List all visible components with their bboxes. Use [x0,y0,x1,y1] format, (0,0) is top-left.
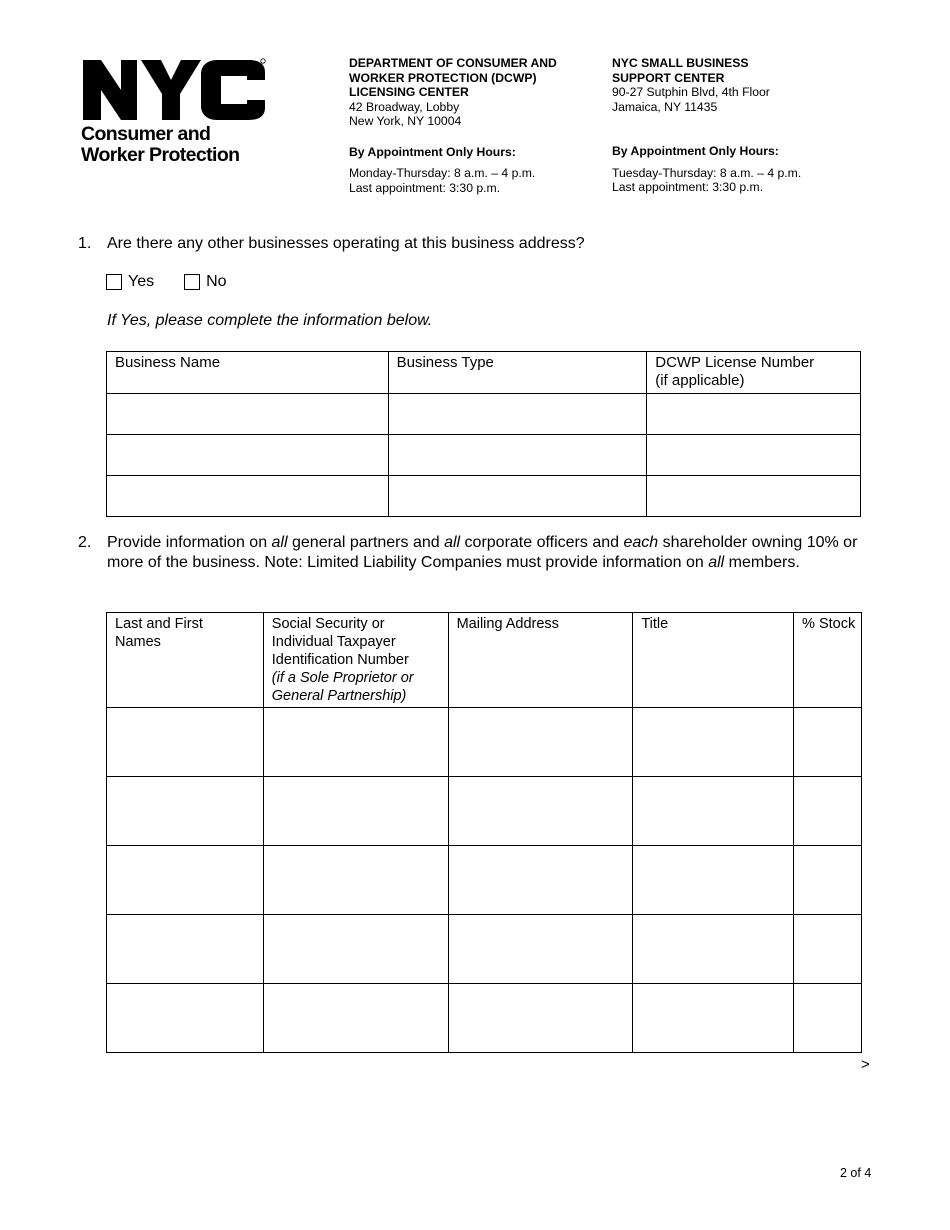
title-header: Title [633,613,794,708]
page-number: 2 of 4 [840,1166,872,1180]
table-row [107,846,862,915]
license-number-header-line2: (if applicable) [655,372,745,389]
business-type-cell[interactable] [388,394,647,435]
other-businesses-table [106,351,861,517]
question-1-options [106,273,257,291]
ssn-cell[interactable] [263,846,448,915]
mailing-address-cell[interactable] [448,708,633,777]
mailing-address-cell[interactable] [448,777,633,846]
small-business-support-center-info [612,56,852,195]
title-cell[interactable] [633,708,794,777]
names-header [107,613,264,708]
question-1-text: Are there any other businesses operating at this business address? [107,235,585,252]
office2-hours-line1: Tuesday-Thursday: 8 a.m. – 4 p.m. [612,165,802,180]
office1-hours-title: By Appointment Only Hours: [349,144,516,159]
no-checkbox[interactable] [184,274,200,290]
office2-address-line2: Jamaica, NY 11435 [612,99,718,114]
question-2-emphasis3: each [623,534,659,551]
business-name-cell[interactable] [107,394,389,435]
table-header-row [107,613,862,708]
license-number-cell[interactable] [647,476,861,517]
names-cell[interactable] [107,846,264,915]
stock-cell[interactable] [794,708,862,777]
business-type-cell[interactable] [388,435,647,476]
mailing-address-cell[interactable] [448,984,633,1053]
table-row [107,915,862,984]
question-1 [78,234,867,254]
office2-hours-line2: Last appointment: 3:30 p.m. [612,180,764,194]
office2-name-line2: SUPPORT CENTER [612,70,725,85]
question-2-emphasis4: all [708,554,725,571]
stock-header: % Stock [794,613,862,708]
names-cell[interactable] [107,708,264,777]
question-2-text-part1: Provide information on [107,534,272,551]
question-2-emphasis2: all [444,534,461,551]
names-header-line2: Names [115,634,161,650]
logo-subtitle [81,124,281,166]
table-row [107,984,862,1053]
nyc-logo-mark [81,58,267,122]
office2-name-line1: NYC SMALL BUSINESS [612,56,749,70]
names-header-line1: Last and First [115,616,203,632]
question-2-text-part5: members. [724,554,800,571]
office1-name-line3: LICENSING CENTER [349,85,469,99]
table-row [107,435,861,476]
question-1-number: 1. [78,235,92,252]
stock-cell[interactable] [794,846,862,915]
license-number-header-line1: DCWP License Number [655,354,815,371]
ssn-cell[interactable] [263,915,448,984]
stock-cell[interactable] [794,984,862,1053]
no-option[interactable] [184,273,226,291]
logo-subtitle-line2: Worker Protection [81,144,240,166]
table-row [107,394,861,435]
dcwp-licensing-center-info [349,56,589,195]
business-name-cell[interactable] [107,435,389,476]
question-2-number: 2. [78,534,92,551]
question-2-text-part2: general partners and [287,534,445,551]
nyc-logo [81,58,281,166]
license-number-cell[interactable] [647,435,861,476]
table-row [107,476,861,517]
office1-address-line1: 42 Broadway, Lobby [349,99,460,114]
license-number-header [647,352,861,394]
office1-address-line2: New York, NY 10004 [349,114,462,128]
names-cell[interactable] [107,777,264,846]
yes-checkbox[interactable] [106,274,122,290]
stock-cell[interactable] [794,915,862,984]
question-2-emphasis1: all [271,534,288,551]
business-name-header: Business Name [107,352,389,394]
license-number-cell[interactable] [647,394,861,435]
ssn-cell[interactable] [263,708,448,777]
ssn-header-note-line2: General Partnership) [271,688,407,704]
office2-hours-title: By Appointment Only Hours: [612,144,779,158]
business-type-header: Business Type [388,352,647,394]
ssn-header [263,613,448,708]
yes-option[interactable] [106,273,154,291]
stock-cell[interactable] [794,777,862,846]
partners-officers-table [106,612,862,1053]
table-header-row [107,352,861,394]
yes-label: Yes [128,273,155,290]
ssn-header-note-line1: (if a Sole Proprietor or [271,670,414,686]
mailing-address-cell[interactable] [448,846,633,915]
office1-name-line1: DEPARTMENT OF CONSUMER AND [349,56,557,70]
title-cell[interactable] [633,777,794,846]
business-type-cell[interactable] [388,476,647,517]
question-2-text-part3: corporate officers and [460,534,624,551]
mailing-address-header: Mailing Address [448,613,633,708]
office1-hours-line1: Monday-Thursday: 8 a.m. – 4 p.m. [349,166,536,180]
table-row [107,708,862,777]
title-cell[interactable] [633,984,794,1053]
office1-name-line2: WORKER PROTECTION (DCWP) [349,70,537,85]
ssn-cell[interactable] [263,777,448,846]
office2-address-line1: 90-27 Sutphin Blvd, 4th Floor [612,85,770,99]
ssn-header-line2: Individual Taxpayer [271,634,396,650]
ssn-header-line3: Identification Number [271,652,409,668]
no-label: No [206,273,227,290]
business-name-cell[interactable] [107,476,389,517]
mailing-address-cell[interactable] [448,915,633,984]
ssn-header-line1: Social Security or [271,616,385,632]
names-cell[interactable] [107,984,264,1053]
office1-hours-line2: Last appointment: 3:30 p.m. [349,180,501,195]
logo-subtitle-line1: Consumer and [81,123,211,145]
table-row [107,777,862,846]
title-cell[interactable] [633,915,794,984]
title-cell[interactable] [633,846,794,915]
question-2 [78,533,867,573]
ssn-cell[interactable] [263,984,448,1053]
question-2-text-part4: shareholder owning 10% or more of the business. Note: Limited Liability Companies must provide information on [107,534,858,571]
question-1-note: If Yes, please complete the information below. [107,312,433,329]
names-cell[interactable] [107,915,264,984]
next-page-marker: > [861,1056,870,1073]
